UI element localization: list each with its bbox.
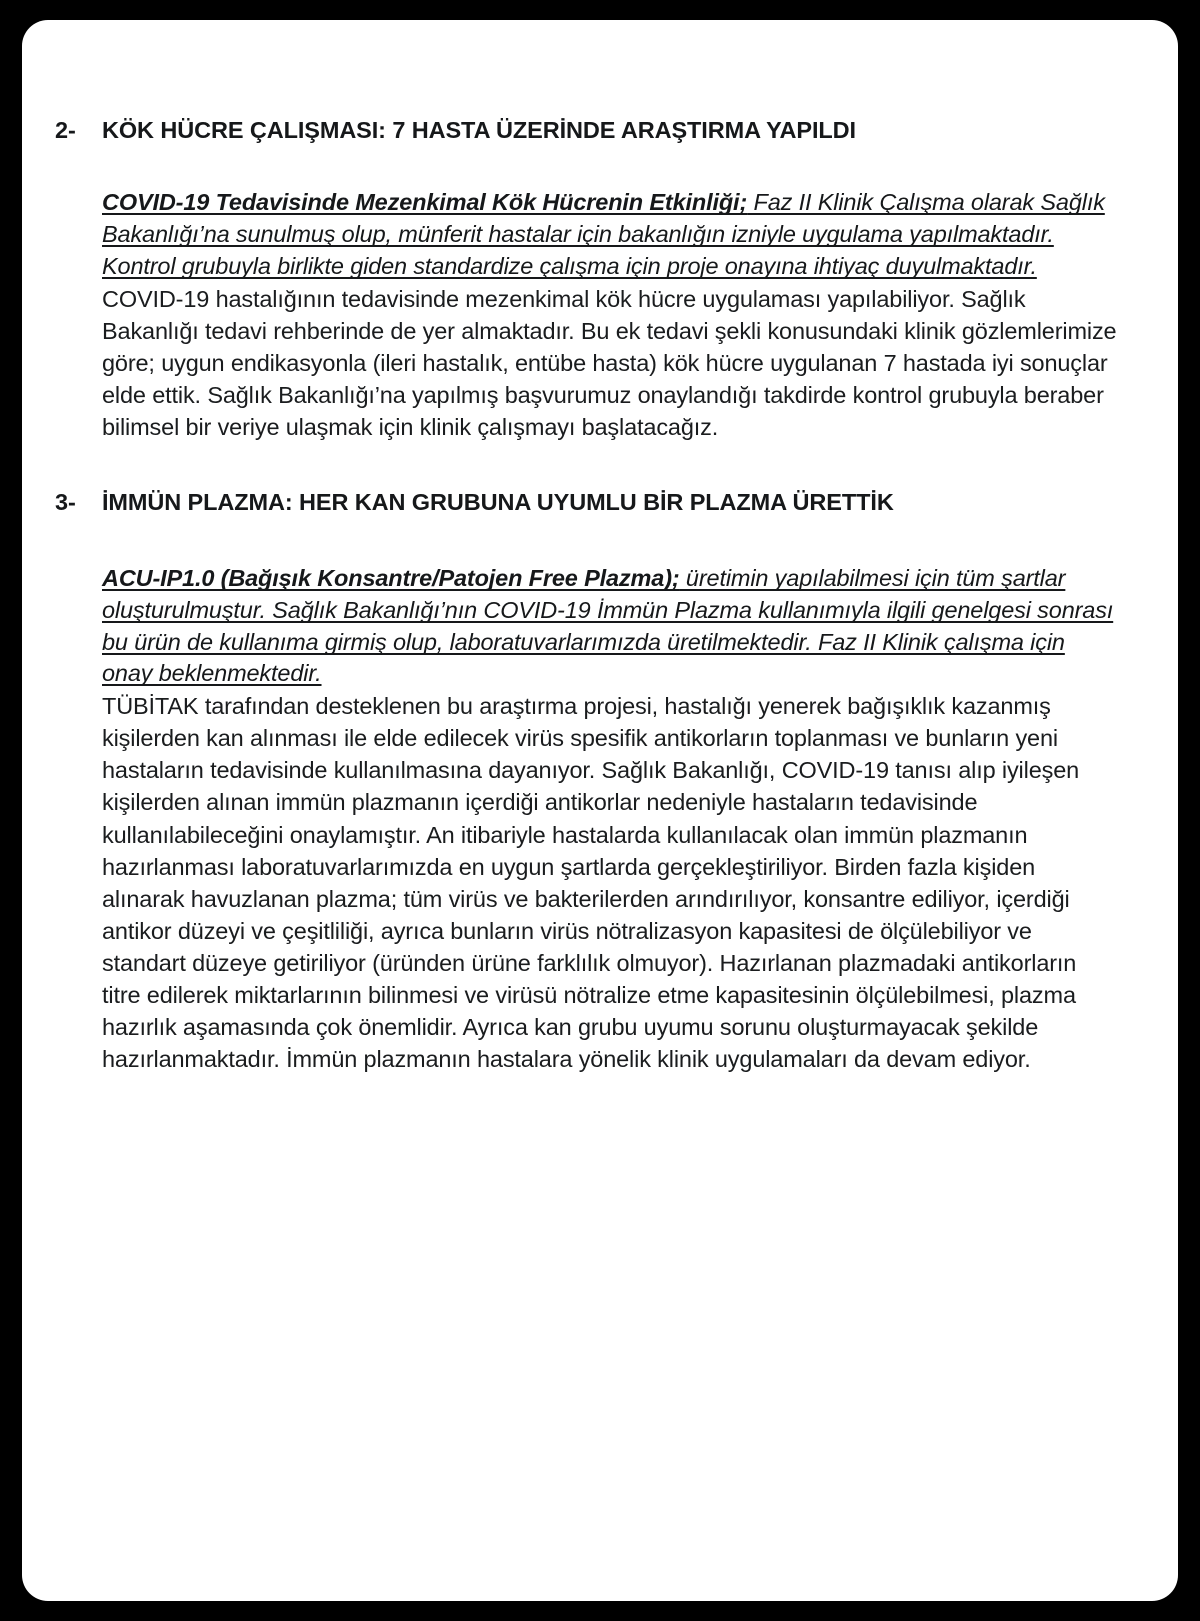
section-3-heading-text: İMMÜN PLAZMA: HER KAN GRUBUNA UYUMLU BİR PLAZMA ÜRETTİK [102, 488, 894, 515]
section-2-intro [102, 187, 1118, 282]
section-3-intro-rest: üretimin yapılabilmesi için tüm şartlar oluşturulmuştur. Sağlık Bakanlığı’nın COVID-19 İmmün Plazma kullanımıyla ilgili genelgesi sonrası bu ürün de kullanıma girmiş olup, laboratuvarlarımızda üretilmektedir. Faz II Klinik çalışma için onay beklenmektedir. [102, 564, 1114, 687]
section-3-intro-lead: ACU-IP1.0 (Bağışık Konsantre/Patojen Free Plazma); [102, 564, 680, 591]
section-2-intro-lead: COVID-19 Tedavisinde Mezenkimal Kök Hücrenin Etkinliği; [102, 189, 748, 216]
section-2-body: COVID-19 hastalığının tedavisinde mezenkimal kök hücre uygulaması yapılabiliyor. Sağlık Bakanlığı tedavi rehberinde de yer almaktadır. Bu ek tedavi şekli konusundaki klinik gözlemlerimize göre; uygun endikasyonla (ileri hastalık, entübe hasta) kök hücre uygulanan 7 hastada iyi sonuçlar elde ettik. Sağlık Bakanlığı’na yapılmış başvurumuz onaylandığı takdirde kontrol grubuyla beraber bilimsel bir veriye ulaşmak için klinik çalışmayı başlatacağız. [102, 285, 1117, 440]
section-3-wrapper [55, 487, 1118, 1075]
page-content [22, 20, 1178, 1601]
section-3-body: TÜBİTAK tarafından desteklenen bu araştırma projesi, hastalığı yenerek bağışıklık kazanmış kişilerden kan alınması ile elde edilecek virüs spesifik antikorların toplanması ve bunların yeni hastaların tedavisinde kullanılmasına dayanıyor. Sağlık Bakanlığı, COVID-19 tanısı alıp iyileşen kişilerden alınan immün plazmanın içerdiği antikorlar nedeniyle hastaların tedavisinde kullanılabileceğini onaylamıştır. An itibariyle hastalarda kullanılacak olan immün plazmanın hazırlanması laboratuvarlarımızda en uygun şartlarda gerçekleştiriliyor. Birden fazla kişiden alınarak havuzlanan plazma; tüm virüs ve bakterilerden arındırılıyor, konsantre ediliyor, içerdiği antikor düzeyi ve çeşitliliği, ayrıca bunların virüs nötralizasyon kapasitesi de ölçülebiliyor ve standart düzeye getiriliyor (üründen ürüne farklılık olmuyor). Hazırlanan plazmadaki antikorların titre edilerek miktarlarının bilinmesi ve virüsü nötralize etme kapasitesinin ölçülebilmesi, plazma hazırlık aşamasında çok önemlidir. Ayrıca kan grubu uyumu sorunu oluşturmayacak şekilde hazırlanmaktadır. İmmün plazmanın hastalara yönelik klinik uygulamaları da devam ediyor. [102, 693, 1080, 1072]
section-3-intro [102, 563, 1118, 690]
section-2-heading-text: KÖK HÜCRE ÇALIŞMASI: 7 HASTA ÜZERİNDE ARAŞTIRMA YAPILDI [102, 117, 856, 143]
section-2-number: 2- [55, 117, 76, 143]
document-page [22, 20, 1178, 1601]
section-2-intro-rest: Faz II Klinik Çalışma olarak Sağlık Bakanlığı’na sunulmuş olup, münferit hastalar için bakanlığın izniyle uygulama yapılmaktadır. Kontrol grubuyla birlikte giden standardize çalışma için proje onayına ihtiyaç duyulmaktadır. [102, 189, 1105, 279]
section-2-heading [55, 115, 1118, 145]
section-3-heading [55, 487, 1118, 517]
section-3-number: 3- [55, 488, 76, 515]
